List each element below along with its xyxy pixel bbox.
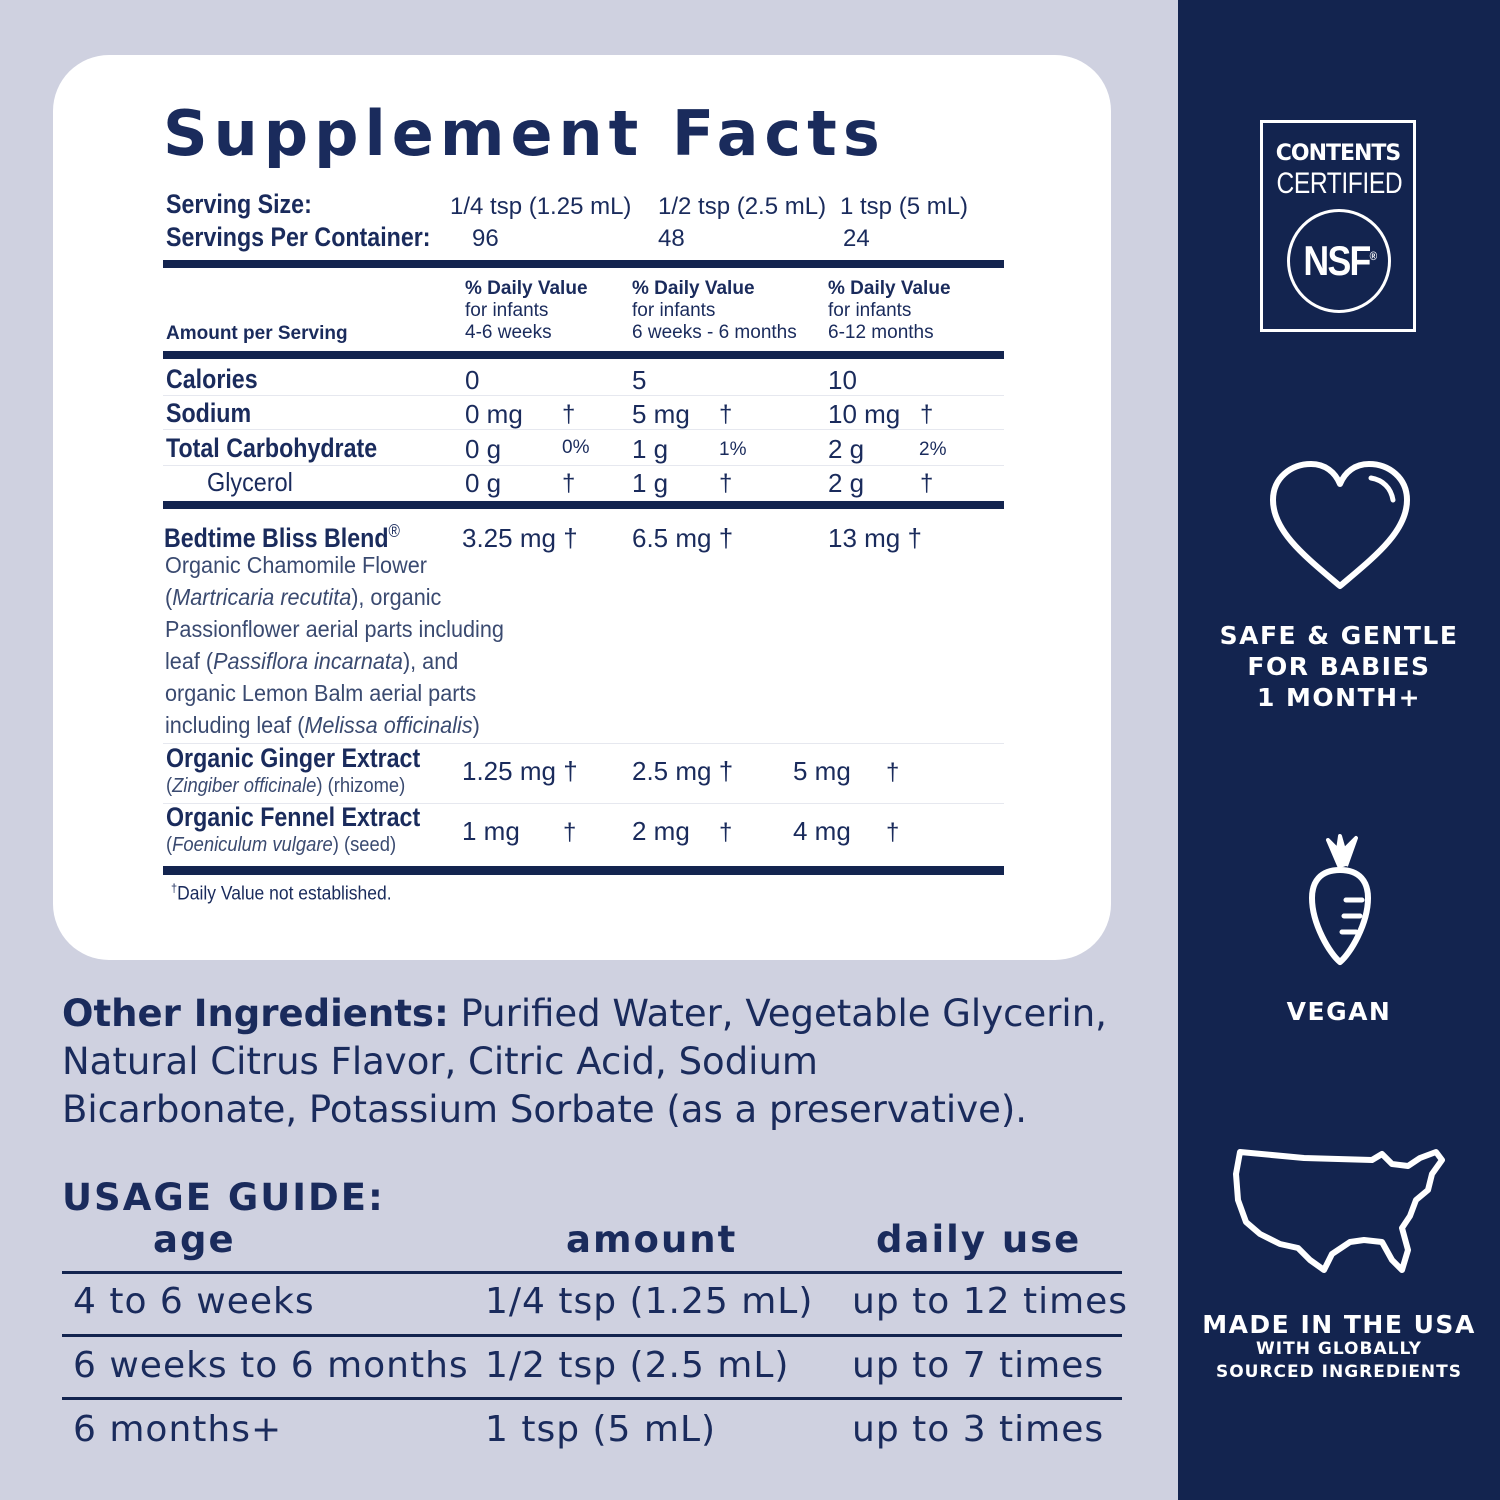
- serving-size-1: 1/4 tsp (1.25 mL): [450, 193, 632, 220]
- blend-amount: 3.25 mg: [462, 523, 556, 553]
- nutrient-dv: †: [562, 401, 576, 428]
- extract-amount: 2.5 mg: [632, 756, 712, 786]
- blend-value-2: [632, 523, 733, 554]
- dv-header-3: [828, 278, 951, 344]
- dv-header-3-sub: for infants: [828, 300, 912, 321]
- vegan-label: VEGAN: [1286, 997, 1392, 1026]
- nutrient-name-glycerol: Glycerol: [207, 467, 293, 497]
- nutrient-dv: †: [719, 470, 733, 497]
- nutrient-name-carbohydrate: Total Carbohydrate: [166, 433, 378, 463]
- extract-value: 4 mg: [793, 816, 851, 846]
- latin-name: Zingiber officinale: [172, 775, 317, 797]
- usage-age: 4 to 6 weeks: [73, 1281, 315, 1322]
- extract-value: [632, 816, 690, 847]
- safe-gentle-line1: SAFE & GENTLE: [1219, 621, 1459, 650]
- blend-desc-text: Organic Chamomile Flower: [165, 552, 427, 578]
- blend-desc-text: Passionflower aerial parts including: [165, 616, 504, 642]
- nutrient-value: 0: [465, 365, 480, 395]
- nutrient-value: 0 g: [465, 468, 502, 498]
- nutrient-value: 2 g: [828, 468, 865, 498]
- extract-amount: 2 mg: [632, 816, 690, 846]
- dagger-mark: †: [563, 756, 578, 786]
- blend-name-text: Bedtime Bliss Blend: [164, 523, 389, 553]
- nutrient-value: 10: [828, 365, 857, 395]
- serving-size-3: 1 tsp (5 mL): [840, 193, 969, 220]
- usage-header-age: age: [153, 1218, 236, 1261]
- dv-header-2-sub: for infants: [632, 300, 716, 321]
- servings-count-2: 48: [658, 225, 685, 252]
- servings-count-1: 96: [472, 225, 499, 252]
- blend-desc-line: [165, 677, 504, 709]
- dv-header-1-title: % Daily Value: [465, 278, 588, 299]
- extract-name-ginger: Organic Ginger Extract: [166, 743, 421, 773]
- blend-desc-text: leaf (: [165, 648, 214, 674]
- nutrient-dv: †: [562, 470, 576, 497]
- plant-part: ) (seed): [332, 834, 397, 856]
- extract-source-ginger: (Zingiber officinale) (rhizome): [166, 775, 406, 797]
- other-ingredients-label: Other Ingredients:: [62, 992, 449, 1035]
- nutrient-name-sodium: Sodium: [166, 398, 252, 428]
- nutrient-value: 0 mg: [465, 399, 523, 429]
- nutrient-dv: †: [719, 401, 733, 428]
- other-ingredients: [62, 990, 1162, 1134]
- usa-map-icon: [1232, 1144, 1446, 1278]
- usage-divider: [62, 1271, 1122, 1274]
- other-ingredients-line: Natural Citrus Flavor, Citric Acid, Sodium: [62, 1040, 818, 1083]
- serving-size-2: 1/2 tsp (2.5 mL): [658, 193, 827, 220]
- extract-value: [632, 756, 733, 787]
- nutrient-dv: 1%: [719, 439, 747, 460]
- blend-value-3: [828, 523, 922, 554]
- extract-value: [462, 756, 578, 787]
- extract-value: 1 mg: [462, 816, 520, 846]
- blend-desc-line: [165, 645, 504, 677]
- usage-daily: up to 7 times: [852, 1345, 1105, 1386]
- extract-source-fennel: (Foeniculum vulgare) (seed): [166, 834, 397, 856]
- footnote-mark: †: [171, 881, 178, 895]
- badge-certified-text: CERTIFIED: [1276, 167, 1403, 200]
- usage-amount: 1 tsp (5 mL): [485, 1409, 717, 1450]
- blend-desc-line: [165, 581, 504, 613]
- dagger-mark: †: [886, 759, 900, 786]
- blend-desc-text: (: [165, 584, 173, 610]
- extract-value: [793, 756, 851, 787]
- blend-desc-text: including leaf (: [165, 712, 305, 738]
- extract-name-fennel: Organic Fennel Extract: [166, 802, 421, 832]
- globally-sourced-line2: SOURCED INGREDIENTS: [1215, 1362, 1463, 1382]
- blend-desc-text: ), and: [402, 648, 459, 674]
- dv-header-2-title: % Daily Value: [632, 278, 755, 299]
- usage-daily: up to 3 times: [852, 1409, 1105, 1450]
- thick-divider: [163, 866, 1004, 875]
- supplement-facts-title: Supplement Facts: [163, 97, 886, 170]
- nutrient-value: 5: [632, 365, 647, 395]
- usage-divider: [62, 1334, 1122, 1337]
- dagger-mark: †: [886, 819, 900, 846]
- blend-amount: 6.5 mg: [632, 523, 712, 553]
- plant-part: ) (rhizome): [316, 775, 406, 797]
- amount-per-serving-label: Amount per Serving: [166, 323, 348, 344]
- dagger-mark: †: [907, 523, 922, 553]
- blend-desc-text: ), organic: [351, 584, 442, 610]
- usage-amount: 1/4 tsp (1.25 mL): [485, 1281, 814, 1322]
- supplement-facts-panel: [53, 55, 1111, 960]
- blend-desc-latin: Martricaria recutita: [172, 584, 352, 610]
- other-ingredients-line: Bicarbonate, Potassium Sorbate (as a preservative).: [62, 1088, 1028, 1131]
- other-ingredients-line: [62, 990, 1162, 1038]
- blend-desc-line: [165, 613, 504, 645]
- footnote: [171, 881, 392, 905]
- nsf-certification-badge: [1260, 120, 1416, 332]
- blend-description: [165, 549, 504, 741]
- dagger-mark: †: [719, 819, 733, 846]
- dagger-mark: †: [563, 819, 577, 846]
- dagger-mark: †: [563, 523, 578, 553]
- servings-per-container-label: Servings Per Container:: [166, 222, 431, 252]
- extract-amount: 1.25 mg: [462, 756, 556, 786]
- dv-header-1: [465, 278, 588, 344]
- blend-desc-latin: Passiflora incarnata: [213, 648, 403, 674]
- registered-mark: ®: [388, 521, 400, 541]
- dv-header-2: [632, 278, 797, 344]
- usage-amount: 1/2 tsp (2.5 mL): [485, 1345, 790, 1386]
- dagger-mark: †: [718, 523, 734, 553]
- nutrient-value: 1 g: [632, 434, 669, 464]
- nutrient-dv: 0%: [562, 437, 590, 458]
- globally-sourced-line1: WITH GLOBALLY: [1256, 1339, 1422, 1359]
- blend-desc-line: [165, 709, 504, 741]
- row-divider: [163, 429, 1004, 430]
- latin-name: Foeniculum vulgare: [172, 834, 333, 856]
- nutrient-dv: 2%: [919, 439, 947, 460]
- blend-desc-text: ): [472, 712, 480, 738]
- thick-divider: [163, 501, 1004, 509]
- heart-icon: [1267, 458, 1413, 594]
- nutrient-value: 0 g: [465, 434, 502, 464]
- nutrient-dv: †: [920, 401, 934, 428]
- nutrient-value: 5 mg: [632, 399, 690, 429]
- dv-header-2-age: 6 weeks - 6 months: [632, 322, 797, 343]
- nutrient-dv: †: [920, 470, 934, 497]
- usage-guide-title: USAGE GUIDE:: [62, 1176, 385, 1219]
- nsf-text: NSF: [1302, 237, 1370, 284]
- dv-header-3-age: 6-12 months: [828, 322, 934, 343]
- dagger-mark: †: [718, 756, 734, 786]
- thick-divider: [163, 260, 1004, 268]
- nsf-logo: [1287, 209, 1391, 313]
- safe-gentle-line3: 1 MONTH+: [1256, 683, 1422, 712]
- blend-desc-line: [165, 549, 504, 581]
- row-divider: [163, 465, 1004, 466]
- made-in-usa-label: MADE IN THE USA: [1202, 1310, 1476, 1339]
- nutrient-value: 10 mg: [828, 399, 901, 429]
- serving-size-label: Serving Size:: [166, 189, 312, 219]
- blend-desc-latin: Melissa officinalis: [304, 712, 473, 738]
- usage-age: 6 months+: [73, 1409, 283, 1450]
- nutrient-name-calories: Calories: [166, 364, 258, 394]
- usage-daily: up to 12 times: [852, 1281, 1129, 1322]
- blend-desc-text: organic Lemon Balm aerial parts: [165, 680, 477, 706]
- safe-gentle-line2: FOR BABIES: [1247, 652, 1431, 681]
- servings-count-3: 24: [843, 225, 870, 252]
- footnote-text: Daily Value not established.: [177, 883, 392, 905]
- usage-header-amount: amount: [566, 1218, 738, 1261]
- nutrient-value: 2 g: [828, 434, 865, 464]
- carrot-icon: [1300, 834, 1380, 968]
- nsf-registered-mark: ®: [1369, 249, 1376, 263]
- nutrient-value: 1 g: [632, 468, 669, 498]
- dv-header-1-sub: for infants: [465, 300, 549, 321]
- thick-divider: [163, 351, 1004, 359]
- usage-age: 6 weeks to 6 months: [73, 1345, 469, 1386]
- row-divider: [163, 395, 1004, 396]
- usage-divider: [62, 1397, 1122, 1400]
- blend-amount: 13 mg: [828, 523, 901, 553]
- usage-header-daily-use: daily use: [876, 1218, 1082, 1261]
- badge-contents-text: CONTENTS: [1275, 141, 1401, 166]
- extract-amount: 5 mg: [793, 756, 851, 786]
- other-ingredients-text: Purified Water, Vegetable Glycerin,: [448, 992, 1107, 1035]
- benefits-sidebar: [1178, 0, 1500, 1500]
- dv-header-3-title: % Daily Value: [828, 278, 951, 299]
- dv-header-1-age: 4-6 weeks: [465, 322, 552, 343]
